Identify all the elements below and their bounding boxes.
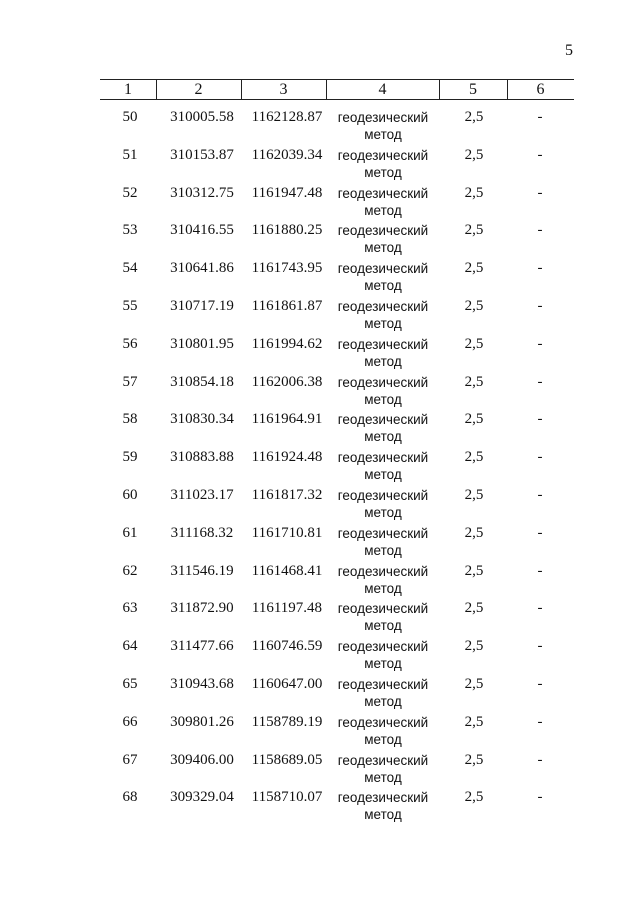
- note-cell: -: [537, 411, 543, 428]
- method-cell: геодезический метод: [337, 525, 429, 558]
- table-row: [100, 560, 574, 598]
- table-row: [100, 711, 574, 749]
- accuracy-cell: 2,5: [464, 411, 484, 428]
- accuracy-cell: 2,5: [464, 373, 484, 390]
- method-cell: геодезический метод: [337, 714, 429, 747]
- table-row: [100, 673, 574, 711]
- accuracy-cell: 2,5: [464, 675, 484, 692]
- column-header-6: 6: [536, 81, 545, 98]
- point-number-cell: 56: [122, 335, 138, 352]
- x-coordinate-cell: 309406.00: [170, 751, 234, 768]
- accuracy-cell: 2,5: [464, 184, 484, 201]
- column-header-1: 1: [100, 80, 157, 99]
- table-row: [100, 182, 574, 220]
- note-cell: -: [537, 297, 543, 314]
- note-cell: -: [537, 600, 543, 617]
- point-number-cell: 51: [122, 146, 138, 163]
- point-number-cell: 68: [122, 789, 138, 806]
- accuracy-cell: 2,5: [464, 486, 484, 503]
- point-number-cell: 50: [122, 109, 138, 125]
- table-row: [100, 257, 574, 295]
- table-row: [100, 144, 574, 182]
- table-row: [100, 446, 574, 484]
- point-number-cell: 67: [122, 751, 138, 768]
- note-cell: -: [537, 562, 543, 579]
- method-cell: геодезический метод: [337, 601, 429, 634]
- column-header-4: 4: [326, 80, 440, 99]
- table-row: [100, 786, 574, 824]
- x-coordinate-cell: 310854.18: [170, 373, 234, 390]
- method-cell: геодезический метод: [337, 412, 429, 445]
- accuracy-cell: 2,5: [464, 222, 484, 239]
- accuracy-cell: 2,5: [464, 297, 484, 314]
- note-cell: -: [537, 184, 543, 201]
- table-row: [100, 219, 574, 257]
- accuracy-cell: 2,5: [464, 109, 484, 125]
- point-number-cell: 64: [122, 638, 138, 655]
- y-coordinate-cell: 1161880.25: [251, 222, 323, 239]
- method-cell: геодезический метод: [337, 261, 429, 294]
- table-row: [100, 333, 574, 371]
- y-coordinate-cell: 1160746.59: [251, 638, 323, 655]
- accuracy-cell: 2,5: [464, 713, 484, 730]
- y-coordinate-cell: 1161994.62: [251, 335, 323, 352]
- note-cell: -: [537, 524, 543, 541]
- y-coordinate-cell: 1161743.95: [251, 260, 323, 277]
- y-coordinate-cell: 1162006.38: [251, 373, 323, 390]
- y-coordinate-cell: 1162039.34: [251, 146, 323, 163]
- note-cell: -: [537, 222, 543, 239]
- accuracy-cell: 2,5: [464, 638, 484, 655]
- method-cell: геодезический метод: [337, 336, 429, 369]
- point-number-cell: 53: [122, 222, 138, 239]
- table-body: [100, 106, 574, 824]
- y-coordinate-cell: 1161947.48: [251, 184, 323, 201]
- x-coordinate-cell: 309329.04: [170, 789, 234, 806]
- note-cell: -: [537, 713, 543, 730]
- table-row: [100, 371, 574, 409]
- point-number-cell: 62: [122, 562, 138, 579]
- note-cell: -: [537, 449, 543, 466]
- point-number-cell: 63: [122, 600, 138, 617]
- y-coordinate-cell: 1161861.87: [251, 297, 323, 314]
- method-cell: геодезический метод: [337, 752, 429, 785]
- x-coordinate-cell: 311872.90: [170, 600, 234, 617]
- accuracy-cell: 2,5: [464, 335, 484, 352]
- note-cell: -: [537, 751, 543, 768]
- accuracy-cell: 2,5: [464, 789, 484, 806]
- x-coordinate-cell: 310312.75: [170, 184, 234, 201]
- accuracy-cell: 2,5: [464, 751, 484, 768]
- y-coordinate-cell: 1161710.81: [251, 524, 323, 541]
- x-coordinate-cell: 311023.17: [170, 486, 234, 503]
- point-number-cell: 58: [122, 411, 138, 428]
- x-coordinate-cell: 311477.66: [170, 638, 234, 655]
- x-coordinate-cell: 310641.86: [170, 260, 234, 277]
- y-coordinate-cell: 1161924.48: [251, 449, 323, 466]
- method-cell: геодезический метод: [337, 374, 429, 407]
- method-cell: геодезический метод: [337, 639, 429, 672]
- note-cell: -: [537, 486, 543, 503]
- accuracy-cell: 2,5: [464, 524, 484, 541]
- x-coordinate-cell: 310801.95: [170, 335, 234, 352]
- point-number-cell: 65: [122, 675, 138, 692]
- note-cell: -: [537, 373, 543, 390]
- point-number-cell: 66: [122, 713, 138, 730]
- note-cell: -: [537, 638, 543, 655]
- y-coordinate-cell: 1161964.91: [251, 411, 323, 428]
- table-row: [100, 408, 574, 446]
- note-cell: -: [537, 335, 543, 352]
- x-coordinate-cell: 310005.58: [170, 109, 234, 125]
- accuracy-cell: 2,5: [464, 562, 484, 579]
- table-row: [100, 522, 574, 560]
- y-coordinate-cell: 1158789.19: [251, 713, 323, 730]
- method-cell: геодезический метод: [337, 790, 429, 823]
- note-cell: -: [537, 789, 543, 806]
- method-cell: геодезический метод: [337, 450, 429, 483]
- x-coordinate-cell: 310830.34: [170, 411, 234, 428]
- y-coordinate-cell: 1158710.07: [251, 789, 323, 806]
- point-number-cell: 61: [122, 524, 138, 541]
- x-coordinate-cell: 309801.26: [170, 713, 234, 730]
- y-coordinate-cell: 1161468.41: [251, 562, 323, 579]
- note-cell: -: [537, 146, 543, 163]
- accuracy-cell: 2,5: [464, 146, 484, 163]
- column-header-5: 5: [439, 80, 508, 99]
- point-number-cell: 52: [122, 184, 138, 201]
- method-cell: геодезический метод: [337, 676, 429, 709]
- method-cell: геодезический метод: [337, 223, 429, 256]
- point-number-cell: 57: [122, 373, 138, 390]
- method-cell: геодезический метод: [337, 147, 429, 180]
- note-cell: -: [537, 109, 543, 125]
- table-row: [100, 597, 574, 635]
- y-coordinate-cell: 1161817.32: [251, 486, 323, 503]
- point-number-cell: 54: [122, 260, 138, 277]
- y-coordinate-cell: 1161197.48: [251, 600, 323, 617]
- x-coordinate-cell: 310153.87: [170, 146, 234, 163]
- accuracy-cell: 2,5: [464, 260, 484, 277]
- x-coordinate-cell: 311168.32: [170, 524, 234, 541]
- method-cell: геодезический метод: [337, 185, 429, 218]
- x-coordinate-cell: 310416.55: [170, 222, 234, 239]
- y-coordinate-cell: 1160647.00: [251, 675, 323, 692]
- column-header-3: 3: [241, 80, 327, 99]
- x-coordinate-cell: 311546.19: [170, 562, 234, 579]
- accuracy-cell: 2,5: [464, 449, 484, 466]
- note-cell: -: [537, 260, 543, 277]
- x-coordinate-cell: 310883.88: [170, 449, 234, 466]
- point-number-cell: 55: [122, 297, 138, 314]
- x-coordinate-cell: 310717.19: [170, 297, 234, 314]
- note-cell: -: [537, 675, 543, 692]
- accuracy-cell: 2,5: [464, 600, 484, 617]
- y-coordinate-cell: 1158689.05: [251, 751, 323, 768]
- page-number: 5: [565, 42, 573, 59]
- table-row: [100, 484, 574, 522]
- method-cell: геодезический метод: [337, 487, 429, 520]
- table-row: [100, 106, 574, 144]
- table-header: [100, 79, 574, 100]
- method-cell: геодезический метод: [337, 298, 429, 331]
- method-cell: геодезический метод: [337, 110, 429, 142]
- table-row: [100, 749, 574, 787]
- table-row: [100, 295, 574, 333]
- point-number-cell: 60: [122, 486, 138, 503]
- y-coordinate-cell: 1162128.87: [251, 109, 323, 125]
- x-coordinate-cell: 310943.68: [170, 675, 234, 692]
- point-number-cell: 59: [122, 449, 138, 466]
- column-header-2: 2: [156, 80, 242, 99]
- method-cell: геодезический метод: [337, 563, 429, 596]
- table-row: [100, 635, 574, 673]
